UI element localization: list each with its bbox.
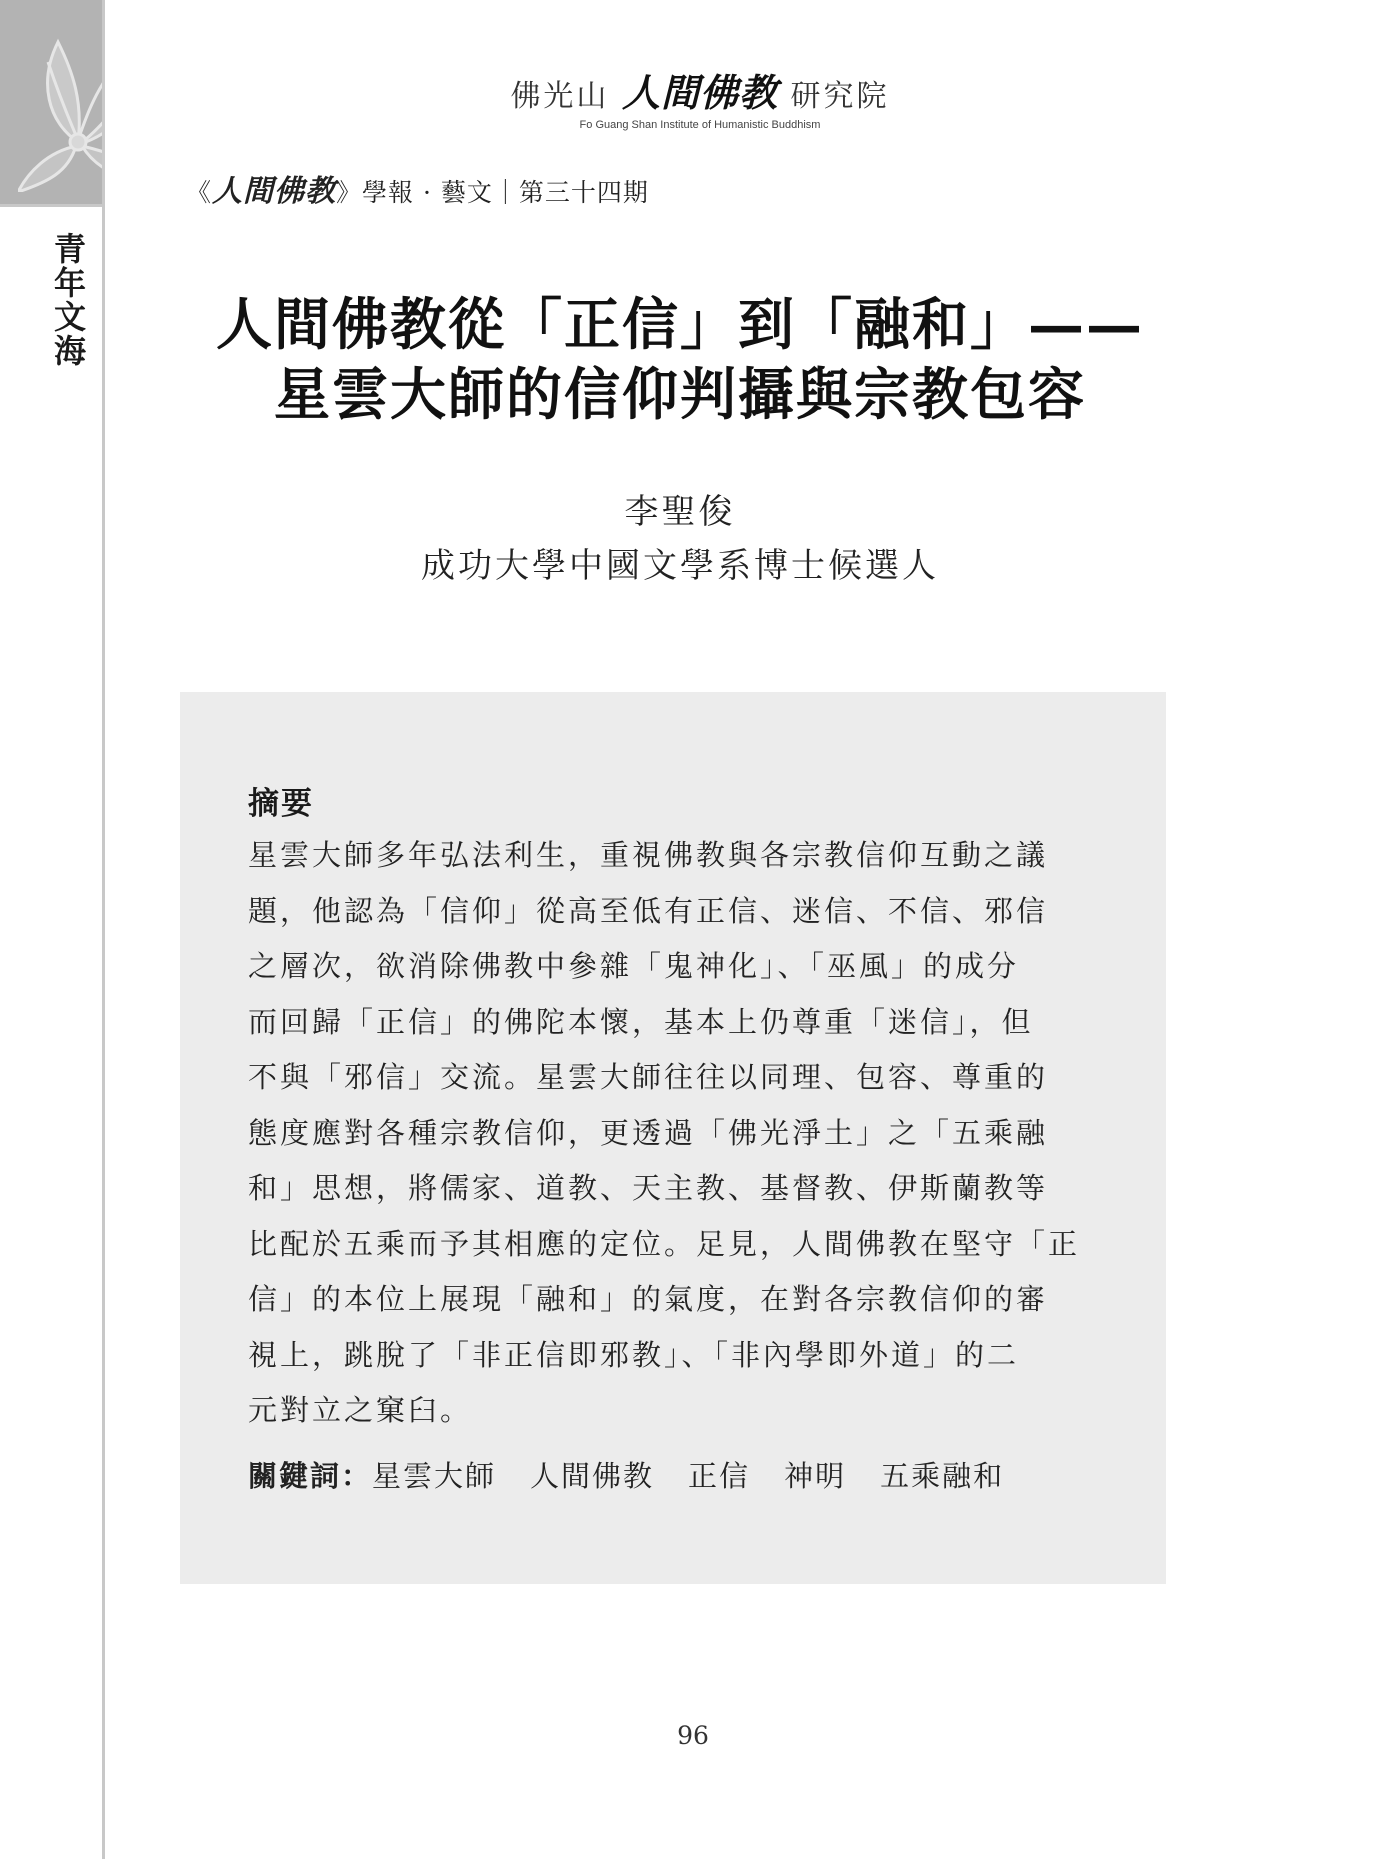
keyword: 神明	[784, 1459, 847, 1493]
abstract-line: 和」思想，將儒家、道教、天主教、基督教、伊斯蘭教等	[248, 1171, 1049, 1205]
abstract-line: 比配於五乘而予其相應的定位。足見，人間佛教在堅守「正	[248, 1226, 1081, 1261]
author-affiliation: 成功大學中國文學系博士候選人	[421, 546, 939, 586]
corner-rule	[0, 204, 104, 207]
keyword: 正信	[688, 1459, 751, 1493]
abstract-line: 信」的本位上展現「融和」的氣度，在對各宗教信仰的審	[248, 1282, 1049, 1316]
journal-open-quote: 《	[186, 178, 213, 207]
abstract-line: 元對立之窠臼。	[248, 1393, 473, 1427]
abstract-line: 不與「邪信」交流。星雲大師往往以同理、包容、尊重的	[248, 1060, 1049, 1094]
journal-header	[186, 166, 649, 210]
section-tab: 青年文海	[49, 232, 87, 368]
institute-name	[400, 62, 1000, 117]
keywords-label: 關鍵詞：	[248, 1459, 373, 1493]
abstract-line: 視上，跳脫了「非正信即邪教」、「非內學即外道」的二	[248, 1337, 1020, 1372]
title-line-1: 人間佛教從「正信」到「融和」——	[216, 292, 1144, 358]
institute-brand: 人間佛教	[621, 70, 778, 115]
institute-header	[400, 62, 1000, 131]
abstract-box	[180, 692, 1166, 1584]
keyword: 人間佛教	[530, 1459, 655, 1493]
page-number: 96	[677, 1721, 709, 1750]
abstract-line: 而回歸「正信」的佛陀本懷，基本上仍尊重「迷信」，但	[248, 1004, 1034, 1039]
margin-rule	[102, 0, 105, 1859]
abstract-heading: 摘要	[248, 786, 314, 822]
journal-name: 人間佛教	[212, 174, 337, 209]
institute-prefix: 佛光山	[510, 79, 610, 114]
keywords	[248, 1454, 1038, 1495]
keyword: 五乘融和	[880, 1459, 1005, 1493]
keyword: 星雲大師	[372, 1459, 497, 1493]
institute-suffix: 研究院	[790, 79, 890, 114]
lotus-flower-icon	[18, 22, 102, 192]
corner-decoration	[0, 0, 102, 204]
abstract-line: 星雲大師多年弘法利生，重視佛教與各宗教信仰互動之議	[248, 838, 1049, 872]
institute-english: Fo Guang Shan Institute of Humanistic Buddhism	[579, 119, 821, 131]
abstract-line: 之層次，欲消除佛教中參雜「鬼神化」、「巫風」的成分	[248, 949, 1020, 983]
author-name: 李聖俊	[624, 492, 736, 532]
abstract-line: 態度應對各種宗教信仰，更透過「佛光淨土」之「五乘融	[248, 1115, 1049, 1150]
abstract-body	[248, 828, 1098, 1439]
abstract-line: 題，他認為「信仰」從高至低有正信、迷信、不信、邪信	[248, 893, 1049, 928]
title-line-2: 星雲大師的信仰判攝與宗教包容	[274, 362, 1086, 428]
article-title	[150, 290, 1210, 430]
journal-issue: 》學報 · 藝文｜第三十四期	[336, 178, 649, 207]
